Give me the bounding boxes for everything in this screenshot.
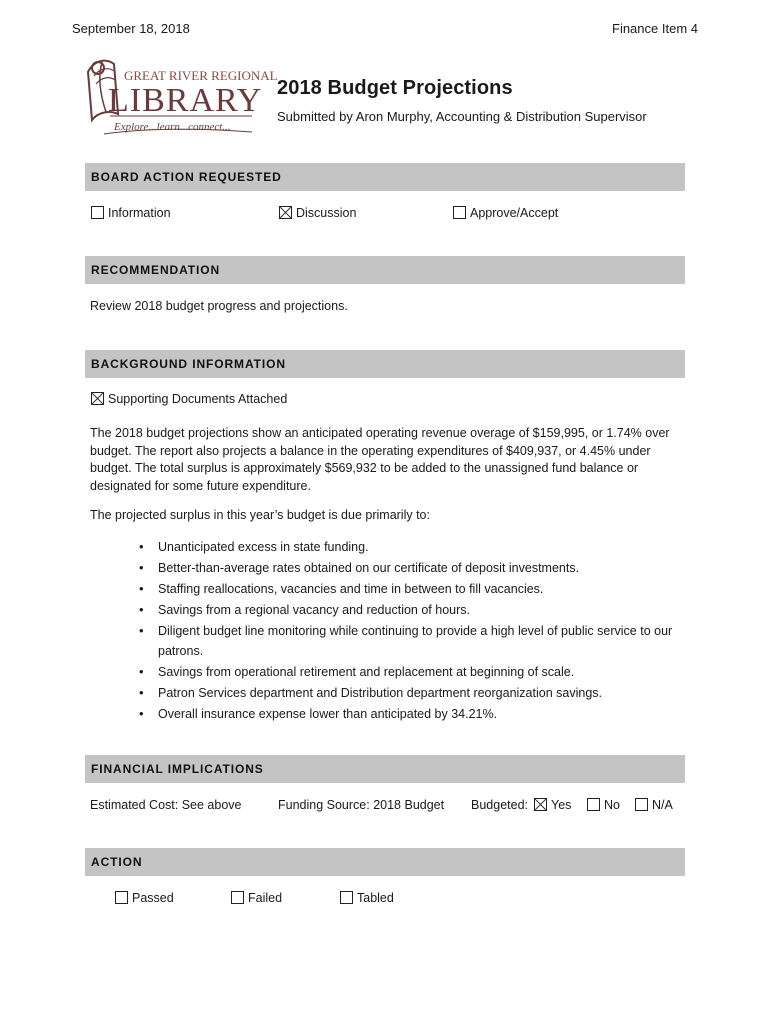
page-subtitle: Submitted by Aron Murphy, Accounting & Distribution Supervisor (277, 109, 647, 124)
library-logo-graphic (84, 54, 278, 140)
list-item: • Staffing reallocations, vacancies and time in between to fill vacancies. (140, 579, 680, 599)
financial-heading: FINANCIAL IMPLICATIONS (91, 762, 264, 776)
budgeted-no-label: No (604, 798, 620, 812)
information-checkbox[interactable] (91, 206, 104, 219)
funding-source: Funding Source: 2018 Budget (278, 798, 445, 812)
header-date: September 18, 2018 (72, 21, 190, 36)
failed-label: Failed (248, 891, 283, 905)
passed-checkbox[interactable] (115, 891, 128, 904)
budgeted-yes-checkbox[interactable] (534, 798, 547, 811)
approve-accept-checkbox[interactable] (453, 206, 466, 219)
board-action-option-approve[interactable] (453, 206, 558, 220)
list-item: • Unanticipated excess in state funding. (140, 537, 680, 557)
background-section-header (85, 350, 685, 378)
action-option-tabled[interactable] (340, 891, 394, 905)
budgeted-option-yes[interactable] (534, 798, 571, 812)
list-item: • Better-than-average rates obtained on our certificate of deposit investments. (140, 558, 680, 578)
logo-tagline: Explore...learn...connect... (114, 121, 231, 133)
list-item: • Overall insurance expense lower than anticipated by 34.21%. (140, 704, 680, 724)
tabled-checkbox[interactable] (340, 891, 353, 904)
approve-accept-label: Approve/Accept (470, 206, 559, 220)
list-item: • Savings from operational retirement and replacement at beginning of scale. (140, 662, 680, 682)
discussion-checkbox[interactable] (279, 206, 292, 219)
recommendation-text: Review 2018 budget progress and projections. (90, 299, 348, 313)
estimated-cost: Estimated Cost: See above (90, 798, 242, 812)
action-heading: ACTION (91, 855, 143, 869)
logo-line1: GREAT RIVER REGIONAL (124, 68, 278, 83)
budgeted-option-no[interactable] (587, 798, 620, 812)
financial-section-header (85, 755, 685, 783)
header-item-number: Finance Item 4 (612, 21, 698, 36)
supporting-documents-checkbox[interactable] (91, 392, 104, 405)
discussion-label: Discussion (296, 206, 357, 220)
supporting-documents-option[interactable] (91, 392, 287, 406)
board-action-option-information[interactable] (91, 206, 171, 220)
budgeted-label: Budgeted: (471, 798, 528, 812)
background-heading: BACKGROUND INFORMATION (91, 357, 286, 371)
background-paragraph-1: The 2018 budget projections show an anticipated operating revenue overage of $159,995, or 1.74% over budget. The report also projects a balance in the operating expenditures of $409,937, or 4.45% under budget. The total surplus is approximately $569,932 to be added to the unassigned fund balance or designated for some future expenditure. (90, 426, 670, 493)
list-item: • Diligent budget line monitoring while continuing to provide a high level of public service to our patrons. (140, 621, 680, 661)
failed-checkbox[interactable] (231, 891, 244, 904)
budgeted-no-checkbox[interactable] (587, 798, 600, 811)
supporting-documents-label: Supporting Documents Attached (108, 392, 288, 406)
tabled-label: Tabled (357, 891, 394, 905)
budgeted-yes-label: Yes (551, 798, 572, 812)
information-label: Information (108, 206, 171, 220)
board-action-option-discussion[interactable] (279, 206, 356, 220)
recommendation-heading: RECOMMENDATION (91, 263, 221, 277)
budgeted-na-label: N/A (652, 798, 673, 812)
budgeted-option-na[interactable] (635, 798, 673, 812)
budgeted-na-checkbox[interactable] (635, 798, 648, 811)
list-item: • Savings from a regional vacancy and reduction of hours. (140, 600, 680, 620)
board-action-heading: BOARD ACTION REQUESTED (91, 170, 282, 184)
passed-label: Passed (132, 891, 174, 905)
page-title: 2018 Budget Projections (277, 77, 513, 99)
board-action-section-header (85, 163, 685, 191)
list-item: • Patron Services department and Distribution department reorganization savings. (140, 683, 680, 703)
action-option-failed[interactable] (231, 891, 282, 905)
action-section-header (85, 848, 685, 876)
recommendation-section-header (85, 256, 685, 284)
logo-line2: LIBRARY (108, 82, 263, 119)
action-option-passed[interactable] (115, 891, 174, 905)
background-paragraph-2: The projected surplus in this year’s budget is due primarily to: (90, 508, 430, 522)
surplus-reasons-list (140, 537, 680, 725)
library-logo (84, 54, 278, 140)
